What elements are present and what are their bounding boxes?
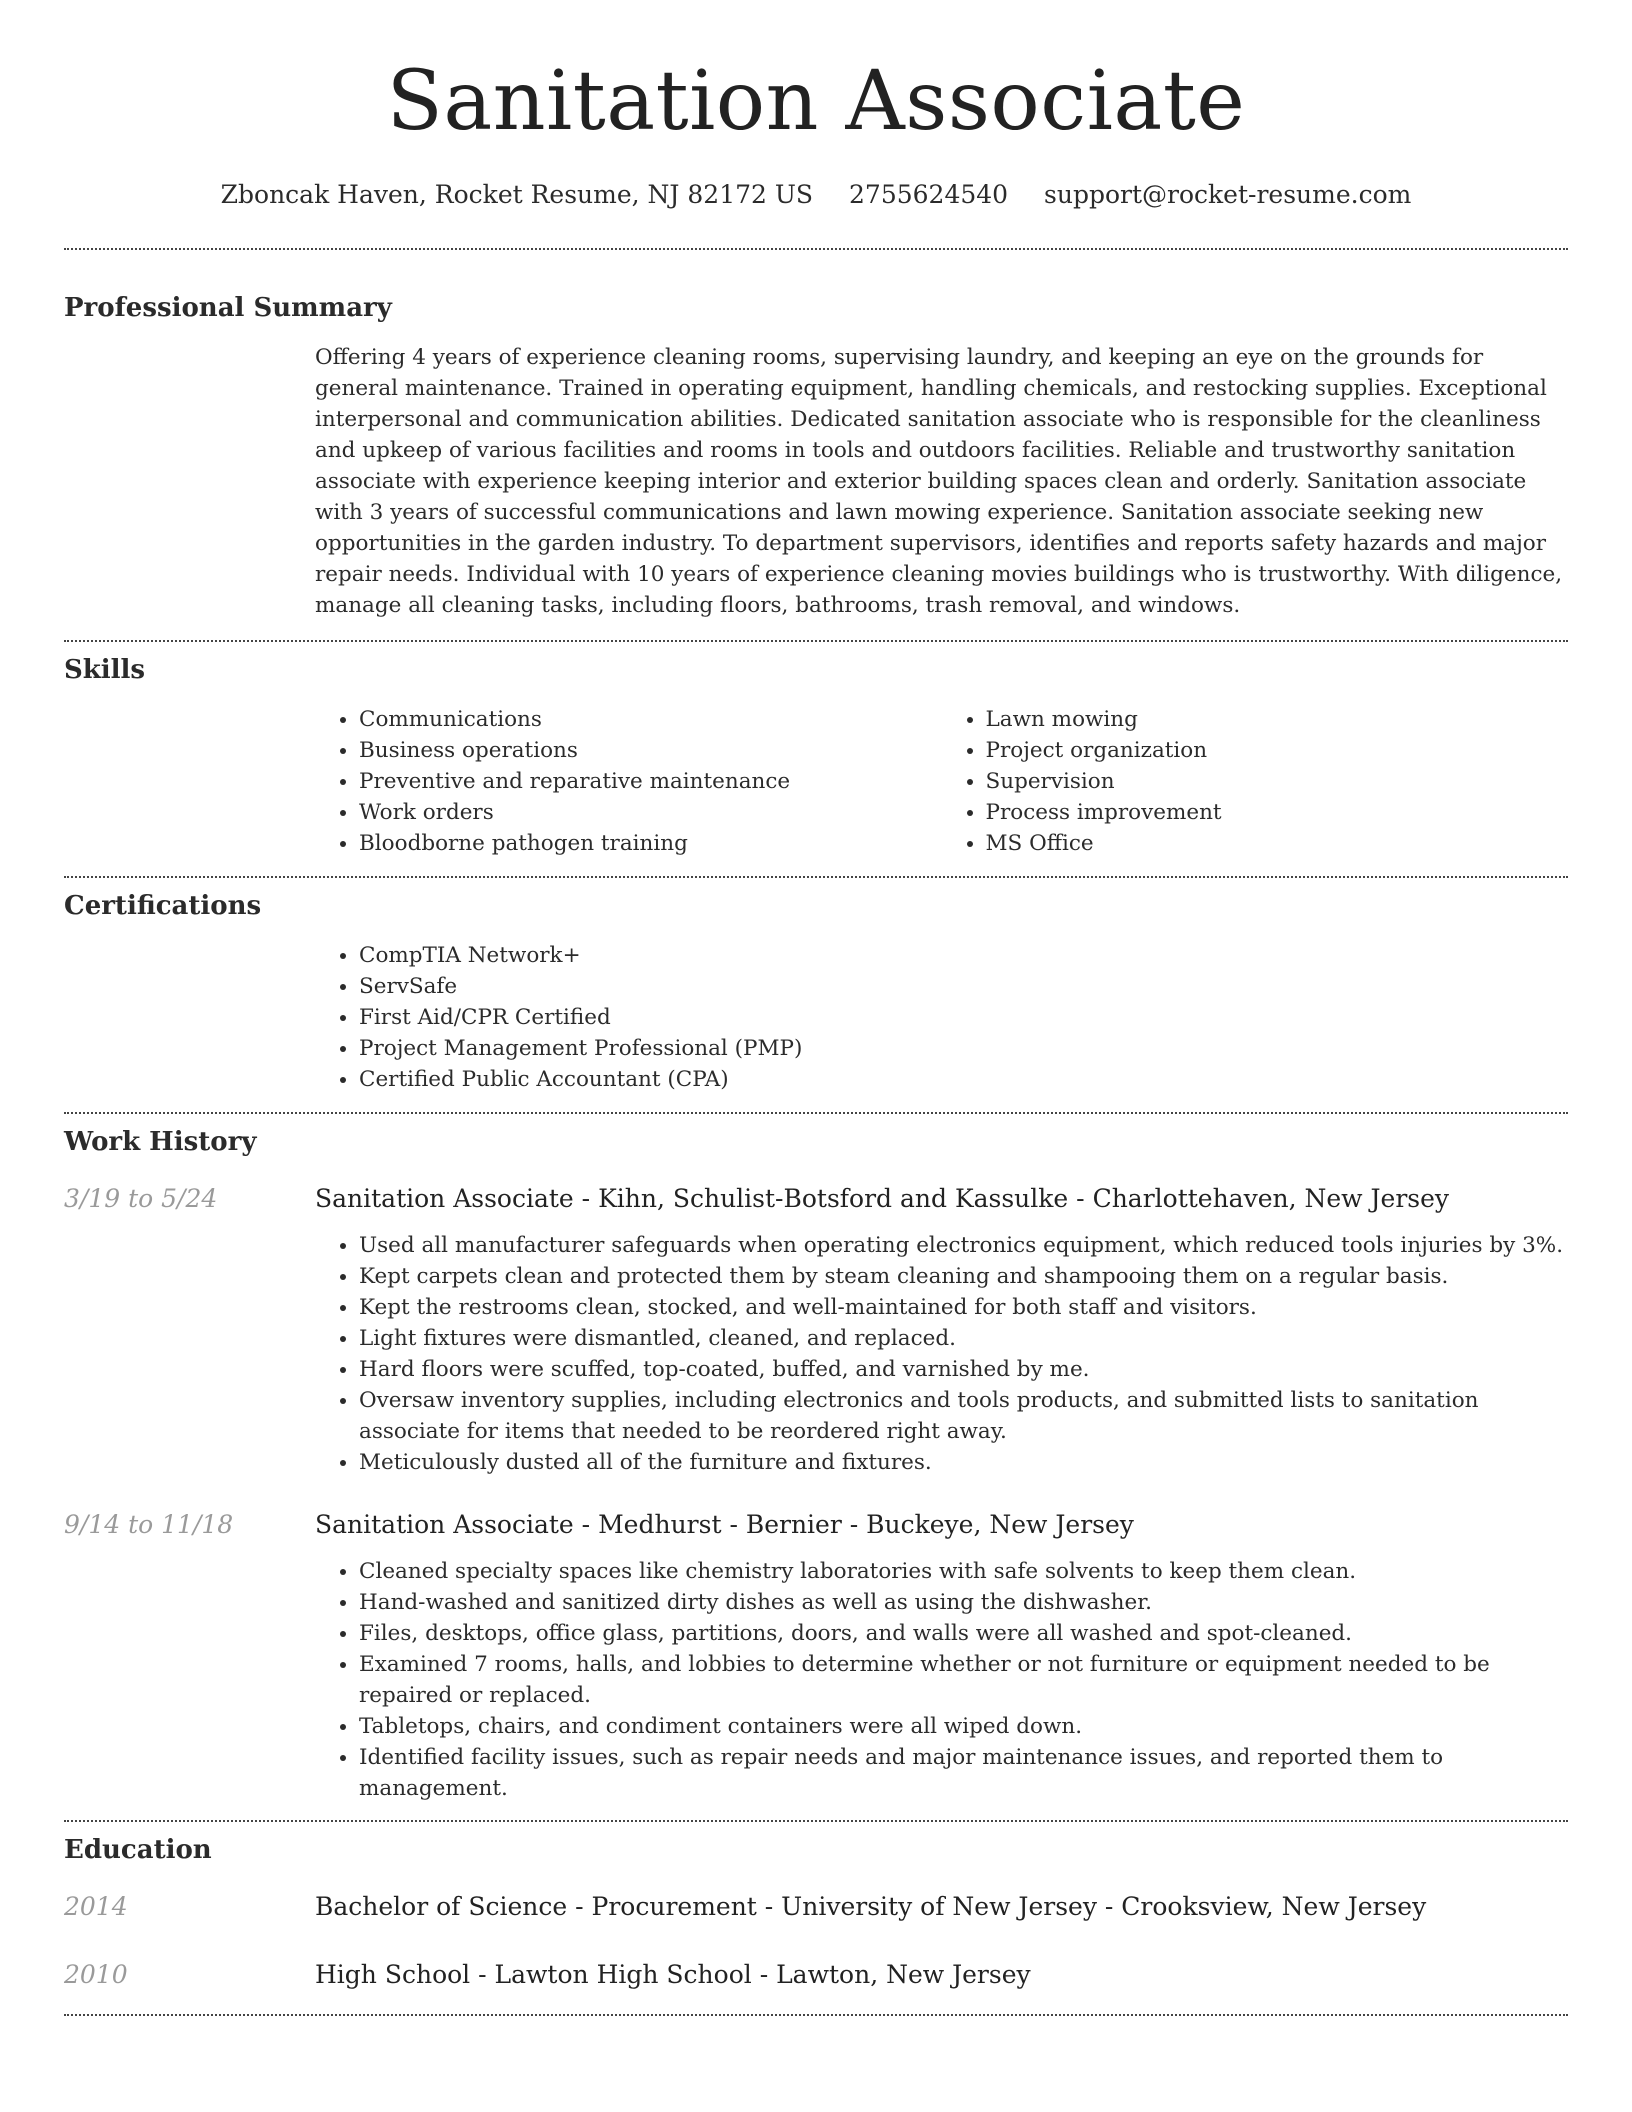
list-item: • Project Management Professional (PMP) bbox=[359, 1033, 1568, 1064]
divider bbox=[64, 640, 1568, 642]
job-heading: Sanitation Associate - Kihn, Schulist-Botsford and Kassulke - Charlottehaven, New Jersey bbox=[315, 1184, 1450, 1213]
list-item: • Certified Public Accountant (CPA) bbox=[359, 1064, 1568, 1095]
list-item: • Kept the restrooms clean, stocked, and well-maintained for both staff and visitors. bbox=[359, 1292, 1568, 1323]
education-heading: Education bbox=[64, 1835, 212, 1865]
job-header bbox=[64, 1182, 1568, 1216]
skills-list-left bbox=[315, 704, 942, 859]
list-item: • ServSafe bbox=[359, 971, 1568, 1002]
education-year: 2010 bbox=[64, 1960, 128, 1989]
list-item: • CompTIA Network+ bbox=[359, 940, 1568, 971]
divider bbox=[64, 876, 1568, 878]
list-item: • MS Office bbox=[986, 828, 1569, 859]
work-history-heading: Work History bbox=[64, 1127, 257, 1157]
list-item: • Hand-washed and sanitized dirty dishes as well as using the dishwasher. bbox=[359, 1587, 1568, 1618]
list-item: • Examined 7 rooms, halls, and lobbies to determine whether or not furniture or equipment needed to be repaired or replaced. bbox=[359, 1649, 1568, 1711]
job-heading: Sanitation Associate - Medhurst - Bernier - Buckeye, New Jersey bbox=[315, 1510, 1134, 1539]
skills-heading: Skills bbox=[64, 655, 146, 685]
job-dates: 3/19 to 5/24 bbox=[64, 1184, 218, 1213]
job-details bbox=[315, 1230, 1568, 1478]
list-item: • Bloodborne pathogen training bbox=[359, 828, 942, 859]
summary-text: Offering 4 years of experience cleaning rooms, supervising laundry, and keeping an eye on the grounds for general maintenance. Trained in operating equipment, handling chemicals, and restocking supplies. Exceptional interpersonal and communication abilities. Dedicated sanitation associate who is responsible for the cleanliness and upkeep of various facilities and rooms in tools and outdoors facilities. Reliable and trustworthy sanitation associate with experience keeping interior and exterior building spaces clean and orderly. Sanitation associate with 3 years of successful communications and lawn mowing experience. Sanitation associate seeking new opportunities in the garden industry. To department supervisors, identifies and reports safety hazards and major repair needs. Individual with 10 years of experience cleaning movies buildings who is trustworthy. With diligence, manage all cleaning tasks, including floors, bathrooms, trash removal, and windows. bbox=[315, 345, 1563, 618]
list-item: • Preventive and reparative maintenance bbox=[359, 766, 942, 797]
list-item: • Oversaw inventory supplies, including electronics and tools products, and submitted lists to sanitation associate for items that needed to be reordered right away. bbox=[359, 1385, 1568, 1447]
job-dates: 9/14 to 11/18 bbox=[64, 1510, 234, 1539]
job-bullets bbox=[315, 1230, 1568, 1478]
skills-section bbox=[64, 652, 1568, 859]
list-item: • Cleaned specialty spaces like chemistry laboratories with safe solvents to keep them clean. bbox=[359, 1556, 1568, 1587]
job-header bbox=[64, 1508, 1568, 1542]
address-text: Zboncak Haven, Rocket Resume, NJ 82172 US bbox=[220, 180, 814, 209]
certifications-list bbox=[315, 940, 1568, 1095]
certifications-list-wrap bbox=[315, 940, 1568, 1095]
skills-list-right bbox=[942, 704, 1569, 859]
list-item: • Kept carpets clean and protected them by steam cleaning and shampooing them on a regular basis. bbox=[359, 1261, 1568, 1292]
job-details bbox=[315, 1556, 1568, 1804]
education-year: 2014 bbox=[64, 1892, 128, 1921]
list-item: • Process improvement bbox=[986, 797, 1569, 828]
education-section bbox=[64, 1832, 1568, 1992]
skills-grid bbox=[315, 704, 1568, 859]
certifications-section bbox=[64, 888, 1568, 1095]
education-heading-line: High School - Lawton High School - Lawton, New Jersey bbox=[315, 1960, 1031, 1989]
list-item: • Business operations bbox=[359, 735, 942, 766]
list-item: • Used all manufacturer safeguards when operating electronics equipment, which reduced tools injuries by 3%. bbox=[359, 1230, 1568, 1261]
job-entry bbox=[64, 1508, 1568, 1804]
list-item: • Tabletops, chairs, and condiment containers were all wiped down. bbox=[359, 1711, 1568, 1742]
divider bbox=[64, 1112, 1568, 1114]
divider bbox=[64, 1820, 1568, 1822]
certifications-heading: Certifications bbox=[64, 891, 262, 921]
phone-text: 2755624540 bbox=[849, 180, 1009, 209]
list-item: • Supervision bbox=[986, 766, 1569, 797]
contact-line bbox=[64, 178, 1568, 212]
list-item: • First Aid/CPR Certified bbox=[359, 1002, 1568, 1033]
list-item: • Lawn mowing bbox=[986, 704, 1569, 735]
job-entry bbox=[64, 1182, 1568, 1478]
email-text: support@rocket-resume.com bbox=[1044, 180, 1412, 209]
resume-name: Sanitation Associate bbox=[386, 54, 1246, 149]
list-item: • Project organization bbox=[986, 735, 1569, 766]
education-entry bbox=[64, 1890, 1568, 1924]
summary-section bbox=[64, 290, 1568, 621]
list-item: • Meticulously dusted all of the furniture and fixtures. bbox=[359, 1447, 1568, 1478]
list-item: • Work orders bbox=[359, 797, 942, 828]
list-item: • Hard floors were scuffed, top-coated, buffed, and varnished by me. bbox=[359, 1354, 1568, 1385]
summary-heading: Professional Summary bbox=[64, 293, 392, 323]
job-bullets bbox=[315, 1556, 1568, 1804]
divider bbox=[64, 248, 1568, 250]
education-heading-line: Bachelor of Science - Procurement - University of New Jersey - Crooksview, New Jersey bbox=[315, 1892, 1427, 1921]
list-item: • Light fixtures were dismantled, cleaned, and replaced. bbox=[359, 1323, 1568, 1354]
list-item: • Communications bbox=[359, 704, 942, 735]
education-entry bbox=[64, 1958, 1568, 1992]
divider bbox=[64, 2014, 1568, 2016]
work-history-section bbox=[64, 1124, 1568, 1804]
list-item: • Files, desktops, office glass, partitions, doors, and walls were all washed and spot-cleaned. bbox=[359, 1618, 1568, 1649]
list-item: • Identified facility issues, such as repair needs and major maintenance issues, and reported them to management. bbox=[359, 1742, 1568, 1804]
